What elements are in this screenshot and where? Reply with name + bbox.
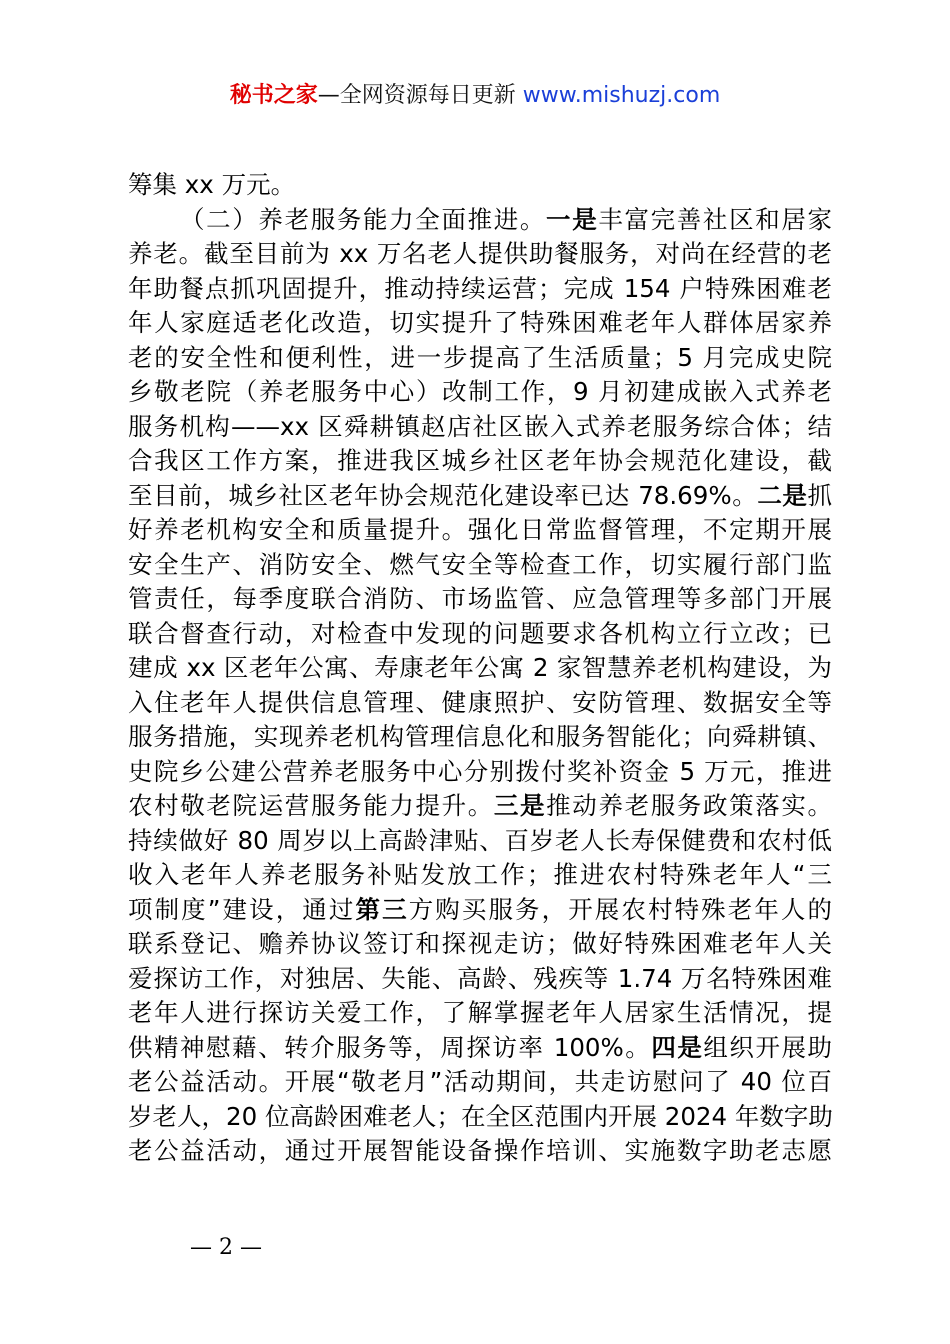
text-line: 入住老年人提供信息管理、健康照护、安防管理、数据安全等 [128,687,832,717]
text-line: 乡敬老院（养老服务中心）改制工作，9 月初建成嵌入式养老 [128,377,832,406]
bold-marker: 二是 [757,480,808,510]
text-line: 安全生产、消防安全、燃气安全等检查工作，切实履行部门监 [128,549,832,579]
text-line: 岁老人，20 位高龄困难老人；在全区范围内开展 2024 年数字助 [128,1101,833,1131]
text-line: 筹集 xx 万元。 [128,170,296,199]
text-line: （二）养老服务能力全面推进。一是丰富完善社区和居家 [180,204,833,234]
brand-name: 秘书之家 [229,83,318,108]
text-line: 收入老年人养老服务补贴发放工作；推进农村特殊老年人“三 [128,860,832,889]
text-line: 供精神慰藉、转介服务等，周探访率 100%。四是组织开展助 [128,1032,832,1062]
text-line: 管责任，每季度联合消防、市场监管、应急管理等多部门开展 [128,584,832,613]
text-line: 老的安全性和便利性，进一步提高了生活质量；5 月完成史院 [128,342,832,372]
text-line: 年人家庭适老化改造，切实提升了特殊困难老年人群体居家养 [128,308,832,337]
document-body [128,168,832,1169]
text-line: 建成 xx 区老年公寓、寿康老年公寓 2 家智慧养老机构建设，为 [128,653,832,682]
bold-marker: 三是 [493,791,547,820]
text-line: 合我区工作方案，推进我区城乡社区老年协会规范化建设，截 [128,446,832,475]
site-url[interactable]: www.mishuzj.com [522,83,721,108]
text-line: 养老。截至目前为 xx 万名老人提供助餐服务，对尚在经营的老 [128,239,832,268]
text-line: 年助餐点抓巩固提升，推动持续运营；完成 154 户特殊困难老 [128,273,832,303]
text-line: 史院乡公建公营养老服务中心分别拨付奖补资金 5 万元，推进 [128,756,832,786]
bold-marker: 第三 [355,894,409,924]
header-slogan: —全网资源每日更新 [317,83,523,108]
text-line: 持续做好 80 周岁以上高龄津贴、百岁老人长寿保健费和农村低 [128,825,832,855]
text-line: 联系登记、赡养协议签订和探视走访；做好特殊困难老年人关 [128,929,832,958]
text-line: 至目前，城乡社区老年协会规范化建设率已达 78.69%。二是抓 [128,480,832,510]
page-number: — 2 — [190,1235,262,1260]
text-line: 爱探访工作，对独居、失能、高龄、残疾等 1.74 万名特殊困难 [128,963,832,993]
text-line: 项制度”建设，通过第三方购买服务，开展农村特殊老年人的 [128,894,833,924]
text-line: 农村敬老院运营服务能力提升。三是推动养老服务政策落实。 [128,791,833,820]
text-line: 老年人进行探访关爱工作，了解掌握老年人居家生活情况，提 [128,998,832,1027]
text-line: 好养老机构安全和质量提升。强化日常监督管理，不定期开展 [128,515,832,544]
text-line: 联合督查行动，对检查中发现的问题要求各机构立行立改；已 [128,618,832,648]
text-line: 老公益活动。开展“敬老月”活动期间，共走访慰问了 40 位百 [128,1067,832,1096]
text-line: 服务机构——xx 区舜耕镇赵店社区嵌入式养老服务综合体；结 [128,411,832,441]
text-line: 老公益活动，通过开展智能设备操作培训、实施数字助老志愿 [128,1136,832,1165]
section-heading: （二）养老服务能力全面推进。 [180,204,547,234]
site-header [0,78,950,114]
bold-marker: 四是 [651,1032,704,1062]
text-line: 服务措施，实现养老机构管理信息化和服务智能化；向舜耕镇、 [128,722,832,751]
bold-marker: 一是 [546,204,599,234]
